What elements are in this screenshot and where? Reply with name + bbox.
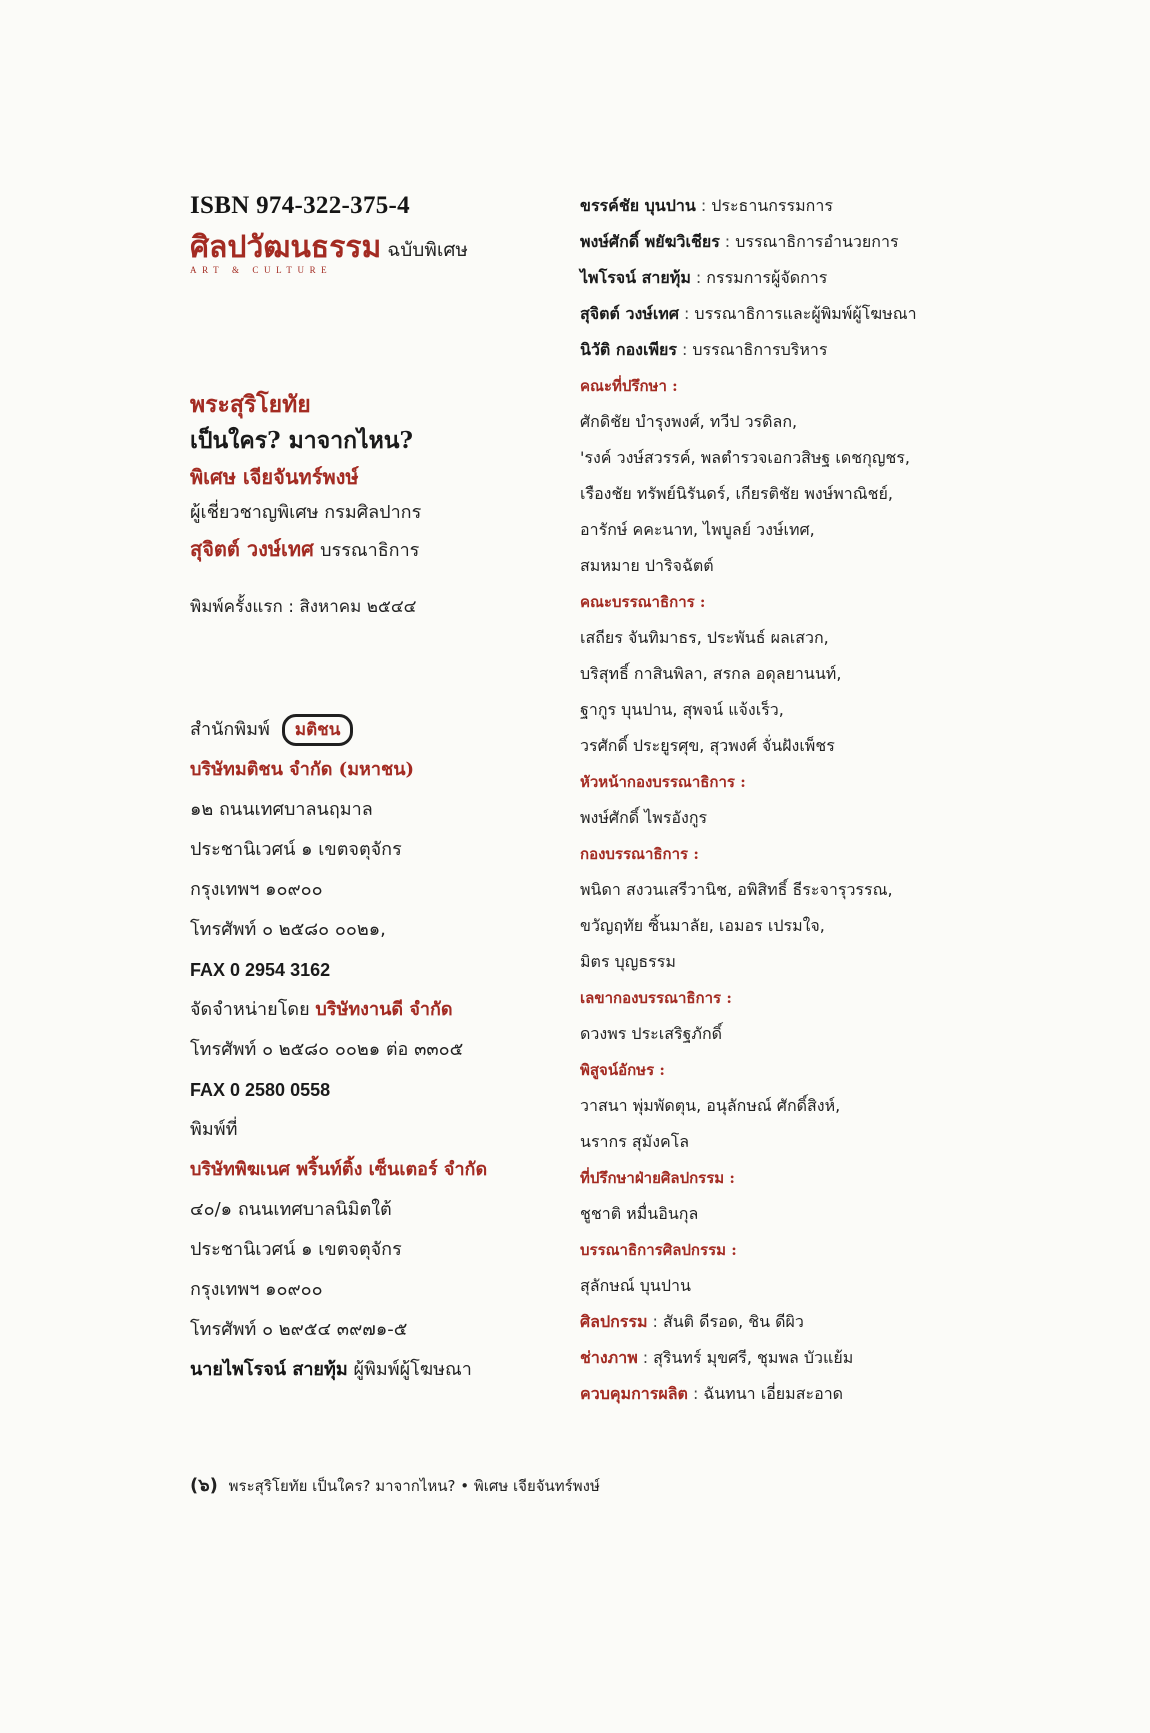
advisors-line: เรืองชัย ทรัพย์นิรันดร์, เกียรติชัย พงษ์พาณิชย์,: [580, 484, 893, 503]
publisher-block: [190, 710, 570, 1390]
staff-row: [580, 332, 980, 368]
staff-role: บรรณาธิการและผู้พิมพ์ผู้โฆษณา: [694, 304, 917, 323]
board-line: ฐากูร บุนปาน, สุพจน์ แจ้งเร็ว,: [580, 700, 784, 719]
publisher-address-3: กรุงเทพฯ ๑๐๙๐๐: [190, 879, 323, 900]
editorial-line: มิตร บุญธรรม: [580, 952, 676, 971]
staff-name: นิวัติ กองเพียร: [580, 340, 677, 359]
proofreading-heading: พิสูจน์อักษร :: [580, 1061, 665, 1079]
publisher-address-1: ๑๒ ถนนเทศบาลนฤมาล: [190, 799, 373, 820]
author-role: ผู้เชี่ยวชาญพิเศษ กรมศิลปากร: [190, 502, 422, 523]
staff-name: สุจิตต์ วงษ์เทศ: [580, 304, 680, 323]
publisher-label: สำนักพิมพ์: [190, 719, 270, 740]
proofreading-line: วาสนา พุ่มพัดตุน, อนุลักษณ์ ศักดิ์สิงห์,: [580, 1096, 841, 1115]
separator: :: [695, 268, 702, 287]
left-column: [190, 192, 570, 1390]
staff-row: [580, 296, 980, 332]
editor-name: สุจิตต์ วงษ์เทศ: [190, 537, 314, 561]
publisher-person-name: นายไพโรจน์ สายทุ้ม: [190, 1359, 348, 1380]
publisher-label-row: [190, 710, 570, 750]
advisors-line: ศักดิชัย บำรุงพงศ์, ทวีป วรดิลก,: [580, 412, 798, 431]
editorial-heading: กองบรรณาธิการ :: [580, 845, 699, 863]
publisher-phone: โทรศัพท์ ๐ ๒๕๘๐ ๐๐๒๑,: [190, 919, 386, 940]
separator: :: [681, 340, 688, 359]
staff-role: บรรณาธิการบริหาร: [692, 340, 828, 359]
art-advisor-heading: ที่ปรึกษาฝ่ายศิลปกรรม :: [580, 1169, 735, 1187]
isbn: ISBN 974-322-375-4: [190, 192, 410, 219]
advisors-line: สมหมาย ปาริจฉัตต์: [580, 556, 714, 575]
editorial-line: ขวัญฤทัย ซิ้นมาลัย, เอมอร เปรมใจ,: [580, 916, 825, 935]
publisher-company: บริษัทมติชน จำกัด (มหาชน): [190, 759, 415, 780]
photo-heading: ช่างภาพ: [580, 1348, 638, 1367]
editorial-line: พนิดา สงวนเสรีวานิช, อพิสิทธิ์ ธีระจารุวรรณ,: [580, 880, 893, 899]
photo-row: [580, 1340, 980, 1376]
staff-row: [580, 188, 980, 224]
printing-info: พิมพ์ครั้งแรก : สิงหาคม ๒๕๔๔: [190, 597, 417, 617]
publisher-person-role: ผู้พิมพ์ผู้โฆษณา: [353, 1359, 472, 1380]
distributor-phone: โทรศัพท์ ๐ ๒๕๘๐ ๐๐๒๑ ต่อ ๓๓๐๕: [190, 1039, 464, 1060]
artwork-names: สันติ ดีรอด, ชิน ดีผิว: [662, 1312, 804, 1331]
printer-address-2: ประชานิเวศน์ ๑ เขตจตุจักร: [190, 1239, 402, 1260]
separator: :: [684, 304, 690, 323]
advisors-heading: คณะที่ปรึกษา :: [580, 377, 678, 395]
printer-label: พิมพ์ที่: [190, 1119, 238, 1140]
staff-name: ไพโรจน์ สายทุ้ม: [580, 268, 691, 287]
publisher-logo: มติชน: [282, 714, 353, 746]
distributor-label: จัดจำหน่ายโดย: [190, 999, 310, 1020]
art-advisor-line: ชูชาติ หมื่นอินกุล: [580, 1204, 699, 1223]
production-names: ฉันทนา เอี่ยมสะอาด: [703, 1384, 844, 1403]
art-editor-heading: บรรณาธิการศิลปกรรม :: [580, 1241, 737, 1259]
staff-role: กรรมการผู้จัดการ: [706, 268, 828, 287]
magazine-title: ศิลปวัฒนธรรม: [190, 230, 382, 265]
distributor-fax: FAX 0 2580 0558: [190, 1080, 331, 1100]
editor-role: บรรณาธิการ: [320, 540, 420, 561]
proofreading-line: นรากร สุมังคโล: [580, 1132, 690, 1151]
page-number: (๖): [190, 1475, 218, 1496]
publisher-fax: FAX 0 2954 3162: [190, 960, 331, 980]
publisher-signature-row: [190, 1350, 570, 1390]
separator: :: [724, 232, 731, 251]
book-title-main: พระสุริโยทัย: [190, 391, 311, 418]
board-heading: คณะบรรณาธิการ :: [580, 593, 706, 611]
editor-line: [190, 531, 570, 569]
secretary-heading: เลขากองบรรณาธิการ :: [580, 989, 732, 1007]
magazine-logo: [190, 232, 570, 264]
separator: :: [692, 1384, 699, 1403]
staff-name: ขรรค์ชัย บุนปาน: [580, 196, 696, 215]
running-title: พระสุริโยทัย เป็นใคร? มาจากไหน? • พิเศษ เจียจันทร์พงษ์: [228, 1477, 600, 1495]
page-footer: [190, 1470, 600, 1499]
staff-name: พงษ์ศักดิ์ พยัฆวิเชียร: [580, 232, 720, 251]
book-info: [190, 387, 570, 569]
chief-editor-heading: หัวหน้ากองบรรณาธิการ :: [580, 773, 746, 791]
staff-column: [580, 188, 980, 1412]
book-title-sub: เป็นใคร? มาจากไหน?: [190, 427, 413, 454]
artwork-heading: ศิลปกรรม: [580, 1312, 648, 1331]
separator: :: [652, 1312, 658, 1331]
author-name: พิเศษ เจียจันทร์พงษ์: [190, 465, 359, 489]
staff-role: ประธานกรรมการ: [711, 196, 833, 215]
chief-editor-line: พงษ์ศักดิ์ ไพรอังกูร: [580, 808, 708, 827]
printer-address-3: กรุงเทพฯ ๑๐๙๐๐: [190, 1279, 323, 1300]
printer-company: บริษัทพิฆเนศ พริ้นท์ติ้ง เซ็นเตอร์ จำกัด: [190, 1159, 488, 1180]
board-line: วรศักดิ์ ประยูรศุข, สุวพงศ์ จั่นฝังเพ็ชร: [580, 736, 835, 755]
distributor-company: บริษัทงานดี จำกัด: [315, 999, 453, 1020]
board-line: บริสุทธิ์ กาสินพิลา, สรกล อดุลยานนท์,: [580, 664, 842, 683]
separator: :: [700, 196, 707, 215]
staff-role: บรรณาธิการอำนวยการ: [735, 232, 899, 251]
board-line: เสถียร จันทิมาธร, ประพันธ์ ผลเสวก,: [580, 628, 829, 647]
printer-address-1: ๔๐/๑ ถนนเทศบาลนิมิตใต้: [190, 1199, 392, 1220]
production-heading: ควบคุมการผลิต: [580, 1384, 688, 1403]
printer-phone: โทรศัพท์ ๐ ๒๙๕๔ ๓๙๗๑-๕: [190, 1319, 408, 1340]
separator: :: [642, 1348, 649, 1367]
photo-names: สุรินทร์ มุขศรี, ชุมพล บัวแย้ม: [653, 1348, 854, 1367]
magazine-subtitle: ART & CULTURE: [190, 265, 333, 275]
art-editor-line: สุลักษณ์ บุนปาน: [580, 1276, 691, 1295]
advisors-line: อารักษ์ คคะนาท, ไพบูลย์ วงษ์เทศ,: [580, 520, 815, 539]
staff-row: [580, 224, 980, 260]
staff-row: [580, 260, 980, 296]
special-edition-label: ฉบับพิเศษ: [387, 239, 468, 261]
artwork-row: [580, 1304, 980, 1340]
advisors-line: 'รงค์ วงษ์สวรรค์, พลตำรวจเอกวสิษฐ เดชกุญชร,: [580, 448, 910, 467]
distributor-row: [190, 990, 570, 1030]
production-row: [580, 1376, 980, 1412]
secretary-line: ดวงพร ประเสริฐภักดิ์: [580, 1024, 723, 1043]
publisher-address-2: ประชานิเวศน์ ๑ เขตจตุจักร: [190, 839, 402, 860]
